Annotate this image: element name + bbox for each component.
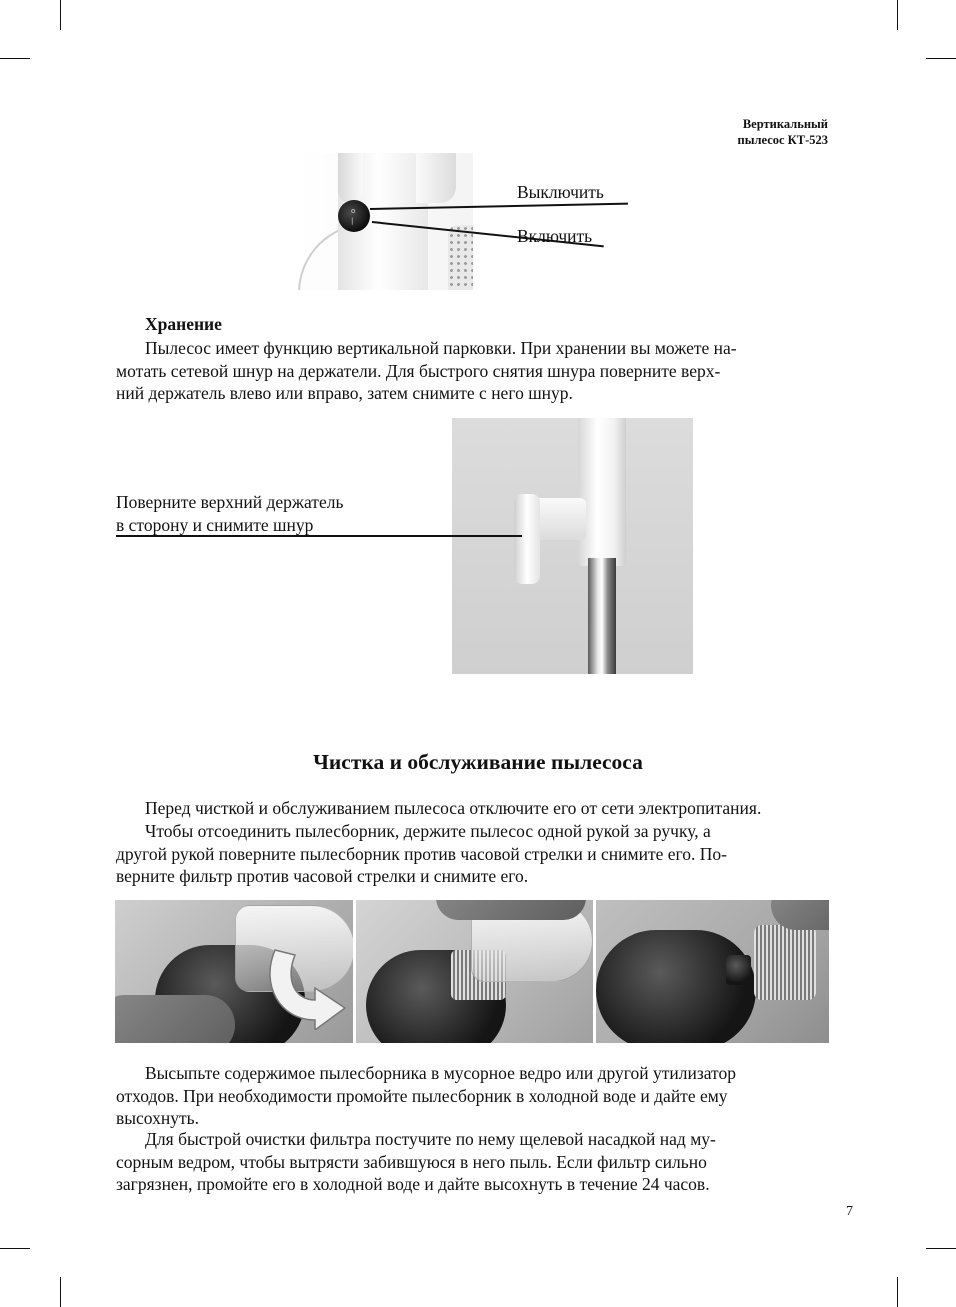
crop-mark [926,58,956,59]
crop-mark [897,0,898,30]
storage-paragraph: Пылесос имеет функцию вертикальной парковки. При хранении вы можете на- мотать сетевой шнур на держатели. Для быстрого снятия шнура поверните верх- ний держатель влево или вправо, затем снимите с него шнур. [116,338,737,403]
crop-mark [897,1277,898,1307]
power-button-icon: o | [338,200,370,232]
cord-holder-icon [514,494,540,584]
storage-heading: Хранение [145,314,222,334]
header-line: Вертикальный [742,117,828,131]
remove-filter-photo [596,900,829,1043]
off-label: Выключить [517,182,604,202]
cleaning-heading: Чистка и обслуживание пылесоса [313,750,643,774]
crop-mark [0,58,30,59]
cleaning-paragraph-1: Перед чисткой и обслуживанием пылесоса отключите его от сети электропитания. [145,798,762,818]
cord-holder-photo [452,418,693,674]
metal-tube [588,558,616,674]
crop-mark [60,1277,61,1307]
cleaning-paragraph-3: Высыпьте содержимое пылесборника в мусорное ведро или другой утилизатор отходов. При необходимости промойте пылесборник в холодной воде и дайте ему высохнуть. [116,1063,736,1128]
cleaning-paragraph-2: Чтобы отсоединить пылесборник, держите пылесос одной рукой за ручку, а другой рукой поверните пылесборник против часовой стрелки и снимите его. По- верните фильтр против часовой стрелки и снимите его. [116,821,727,886]
header-line: пылесос КТ-523 [737,133,828,147]
vent-grille [448,225,473,290]
crop-mark [926,1248,956,1249]
on-label: Включить [517,226,593,246]
leader-line [116,535,522,537]
detach-dustbin-photo [356,900,593,1043]
rotate-arrow-icon [255,940,353,1030]
crop-mark [60,0,61,30]
holder-caption: Поверните верхний держатель в сторону и снимите шнур [116,492,344,535]
crop-mark [0,1248,30,1249]
running-header [738,116,828,148]
page-number: 7 [846,1204,853,1219]
remove-dustbin-photo [115,900,353,1043]
cleaning-paragraph-4: Для быстрой очистки фильтра постучите по нему щелевой насадкой над му- сорным ведром, чтобы вытрясти забившуюся в него пыль. Если фильтр сильно загрязнен, промойте его в холодной воде и дайте высохнуть в течение 24 часов. [116,1129,716,1194]
